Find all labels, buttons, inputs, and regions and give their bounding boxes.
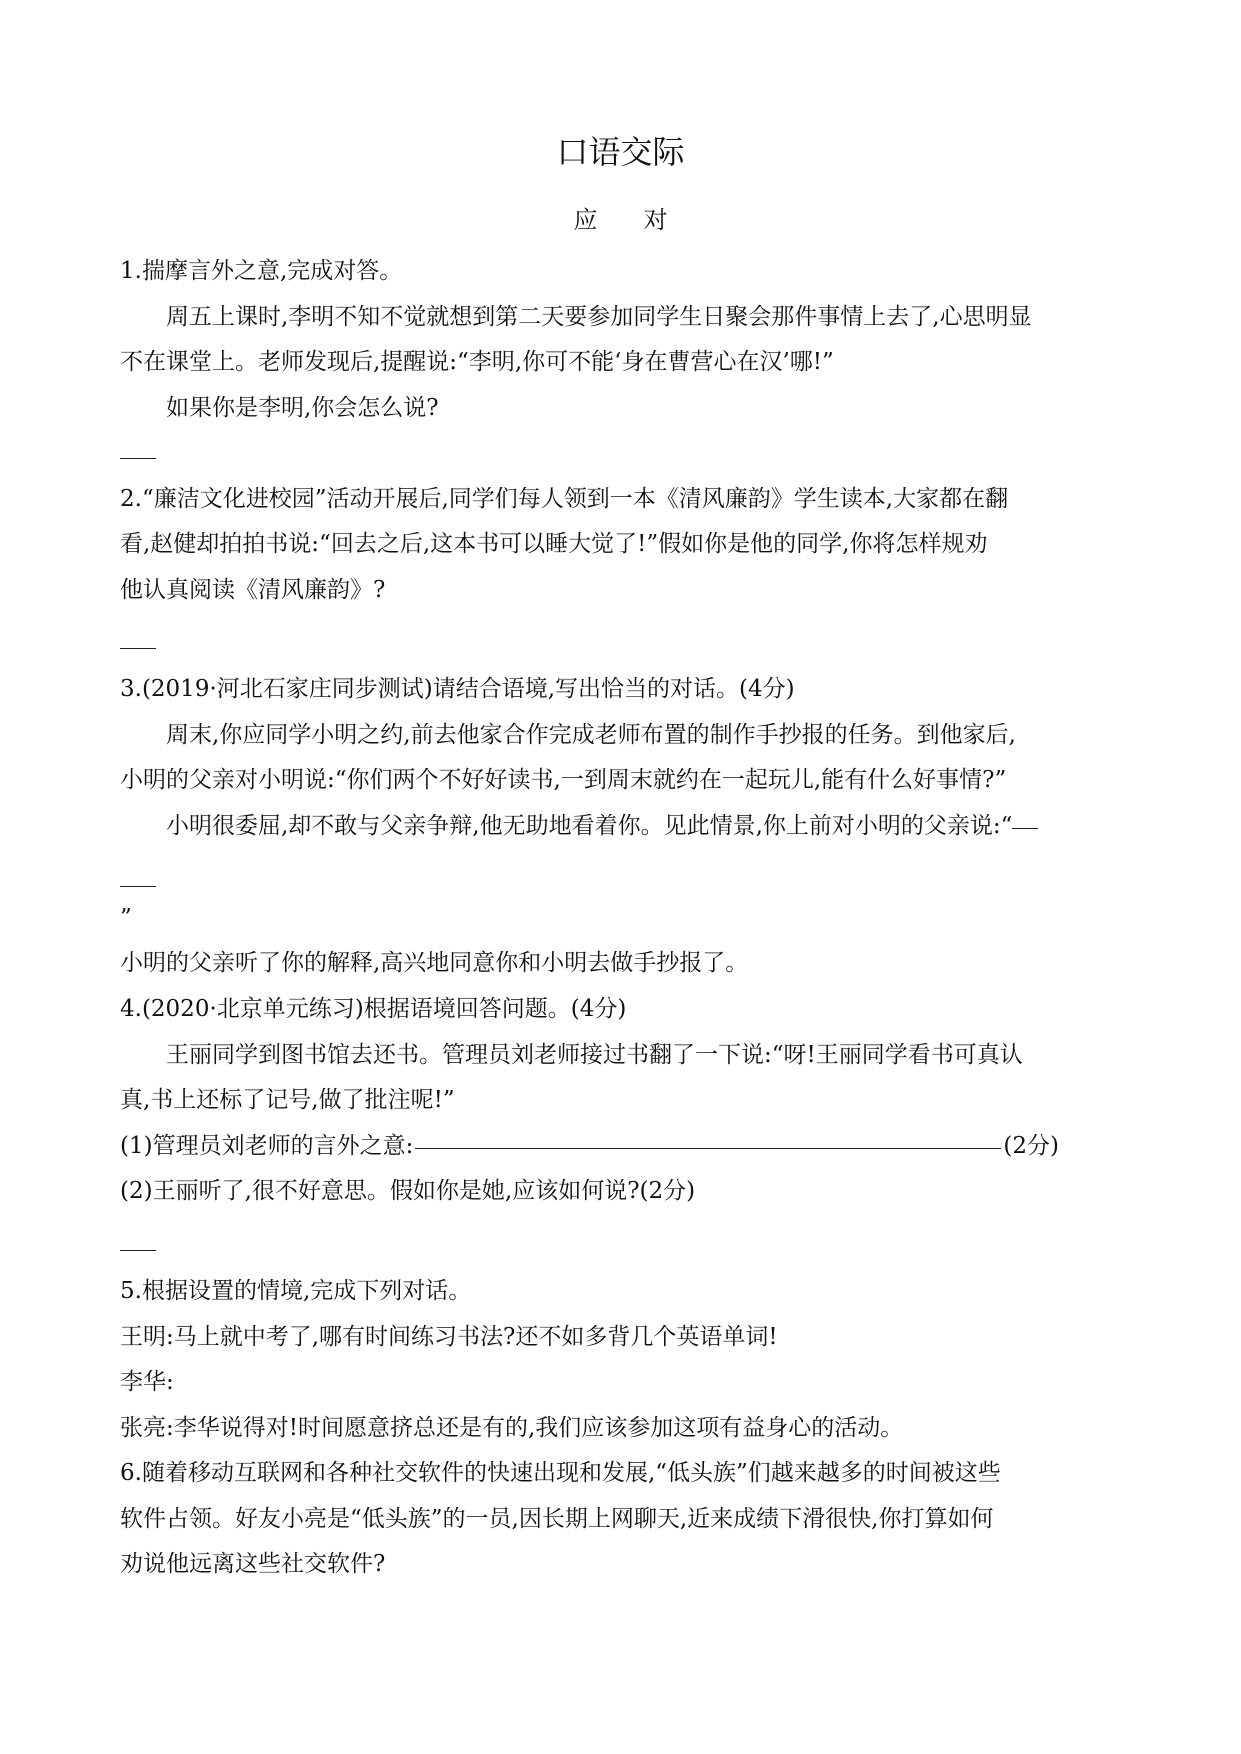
q3-ending: 小明的父亲听了你的解释,高兴地同意你和小明去做手抄报了。 xyxy=(120,950,749,976)
q2-answer-blank[interactable] xyxy=(120,648,156,649)
q3-paragraph-line-1: 周末,你应同学小明之约,前去他家合作完成老师布置的制作手抄报的任务。到他家后, xyxy=(166,722,1016,748)
q4-paragraph-line-1: 王丽同学到图书馆去还书。管理员刘老师接过书翻了一下说:“呀!王丽同学看书可真认 xyxy=(166,1042,1023,1068)
q3-paragraph-line-2: 小明的父亲对小明说:“你们两个不好好读书,一到周末就约在一起玩儿,能有什么好事情?” xyxy=(120,767,1007,793)
q4-answer-blank[interactable] xyxy=(120,1250,156,1251)
q1-paragraph-line-1: 周五上课时,李明不知不觉就想到第二天要参加同学生日聚会那件事情上去了,心思明显 xyxy=(166,304,1032,330)
q5-lihua-line: 李华: xyxy=(120,1369,174,1395)
q6-line-1: 6.随着移动互联网和各种社交软件的快速出现和发展,“低头族”们越来越多的时间被这些 xyxy=(120,1460,1001,1486)
q1-paragraph-line-2: 不在课堂上。老师发现后,提醒说:“李明,你可不能‘身在曹营心在汉’哪!” xyxy=(120,349,834,375)
q3-paragraph-line-3-text: 小明很委屈,却不敢与父亲争辩,他无助地看着你。见此情景,你上前对小明的父亲说:“ xyxy=(166,813,1013,839)
q4-subquestion-2: (2)王丽听了,很不好意思。假如你是她,应该如何说?(2分) xyxy=(120,1178,696,1204)
q2-line-1: 2.“廉洁文化进校园”活动开展后,同学们每人领到一本《清风廉韵》学生读本,大家都在翻 xyxy=(120,486,1009,512)
q4-subquestion-1 xyxy=(120,1131,1059,1161)
q4-subquestion-1-label: (1)管理员刘老师的言外之意: xyxy=(120,1133,414,1159)
q2-line-2: 看,赵健却拍拍书说:“回去之后,这本书可以睡大觉了!”假如你是他的同学,你将怎样规劝 xyxy=(120,531,988,557)
q4-subquestion-1-answer-line[interactable] xyxy=(415,1148,1001,1149)
q6-line-3: 劝说他远离这些社交软件? xyxy=(120,1551,386,1577)
q1-question: 如果你是李明,你会怎么说? xyxy=(166,395,439,421)
page-title: 口语交际 xyxy=(556,133,685,171)
q1-prompt: 1.揣摩言外之意,完成对答。 xyxy=(120,258,403,284)
q6-line-2: 软件占领。好友小亮是“低头族”的一员,因长期上网聊天,近来成绩下滑很快,你打算如何 xyxy=(120,1506,994,1532)
q4-paragraph-line-2: 真,书上还标了记号,做了批注呢!” xyxy=(120,1087,455,1113)
q3-answer-blank[interactable] xyxy=(120,886,156,887)
q5-prompt: 5.根据设置的情境,完成下列对话。 xyxy=(120,1278,472,1304)
q3-inline-answer-blank[interactable] xyxy=(1012,828,1038,829)
q4-subquestion-1-score: (2分) xyxy=(1003,1133,1059,1159)
q5-wangming-line: 王明:马上就中考了,哪有时间练习书法?还不如多背几个英语单词! xyxy=(120,1324,778,1350)
q5-zhangliang-line: 张亮:李华说得对!时间愿意挤总还是有的,我们应该参加这项有益身心的活动。 xyxy=(120,1415,904,1441)
q2-line-3: 他认真阅读《清风廉韵》? xyxy=(120,577,386,603)
q4-prompt: 4.(2020·北京单元练习)根据语境回答问题。(4分) xyxy=(120,996,627,1022)
section-subtitle: 应对 xyxy=(573,206,714,234)
q3-close-quote: ” xyxy=(120,905,132,931)
q1-answer-blank[interactable] xyxy=(120,458,156,459)
q3-prompt: 3.(2019·河北石家庄同步测试)请结合语境,写出恰当的对话。(4分) xyxy=(120,676,795,702)
q3-paragraph-line-3 xyxy=(166,811,1038,841)
